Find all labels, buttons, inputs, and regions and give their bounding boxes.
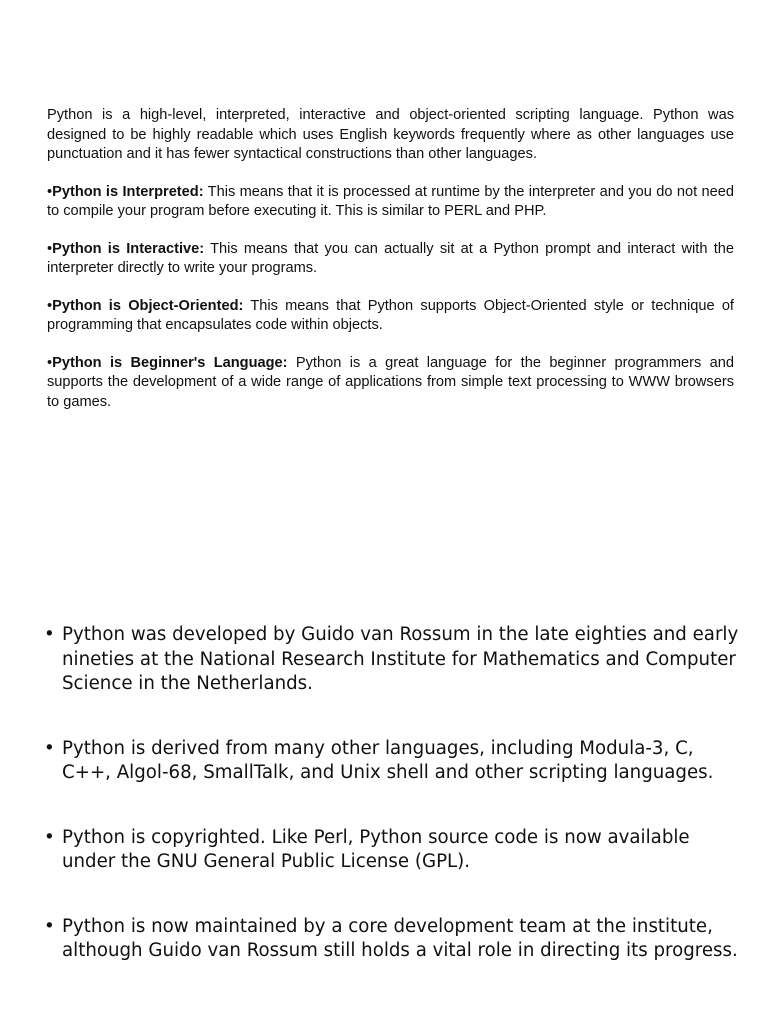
- feature-interpreted: [47, 183, 734, 222]
- feature-bullet: •: [47, 297, 53, 314]
- python-history-list: [44, 623, 744, 964]
- history-item-derived: [44, 737, 744, 786]
- feature-term: Python is Beginner's Language:: [52, 354, 288, 371]
- history-item-maintained: [44, 915, 744, 964]
- history-item-developed: [44, 623, 744, 697]
- history-item-copyrighted: [44, 826, 744, 875]
- history-text: Python is derived from many other languages, including Modula-3, C, C++, Algol-68, SmallTalk, and Unix shell and other scripting languages.: [62, 737, 714, 783]
- feature-bullet: •: [47, 354, 53, 371]
- feature-text: This means that Python supports Object-Oriented style or technique of programming that encapsulates code within objects.: [47, 297, 734, 333]
- feature-term: Python is Interpreted:: [52, 183, 204, 200]
- feature-text: Python is a great language for the beginner programmers and supports the development of a wide range of applications from simple text processing to WWW browsers to games.: [47, 354, 735, 410]
- intro-paragraph: Python is a high-level, interpreted, interactive and object-oriented scripting language. Python was designed to be highly readable which uses English keywords frequently where as other languages use punctuation and it has fewer syntactical constructions than other languages.: [47, 107, 734, 162]
- bullet-dot: •: [44, 737, 55, 759]
- feature-interactive: [47, 240, 734, 279]
- feature-text: This means that it is processed at runtime by the interpreter and you do not need to compile your program before executing it. This is similar to PERL and PHP.: [47, 183, 734, 219]
- feature-text: This means that you can actually sit at a Python prompt and interact with the interpreter directly to write your programs.: [47, 240, 734, 276]
- history-text: Python is now maintained by a core development team at the institute, although Guido van Rossum still holds a vital role in directing its progress.: [62, 915, 738, 961]
- bullet-dot: •: [44, 915, 55, 937]
- bullet-dot: •: [44, 826, 55, 848]
- history-text: Python is copyrighted. Like Perl, Python source code is now available under the GNU General Public License (GPL).: [62, 826, 690, 872]
- feature-object-oriented: [47, 297, 734, 336]
- feature-term: Python is Interactive:: [52, 240, 205, 257]
- history-text: Python was developed by Guido van Rossum in the late eighties and early nineties at the National Research Institute for Mathematics and Computer Science in the Netherlands.: [62, 624, 739, 694]
- bullet-dot: •: [44, 624, 55, 645]
- feature-bullet: •: [47, 240, 53, 257]
- feature-bullet: •: [47, 183, 53, 200]
- feature-beginners-language: [47, 354, 734, 413]
- feature-term: Python is Object-Oriented:: [52, 297, 244, 314]
- python-overview-section: [47, 106, 734, 430]
